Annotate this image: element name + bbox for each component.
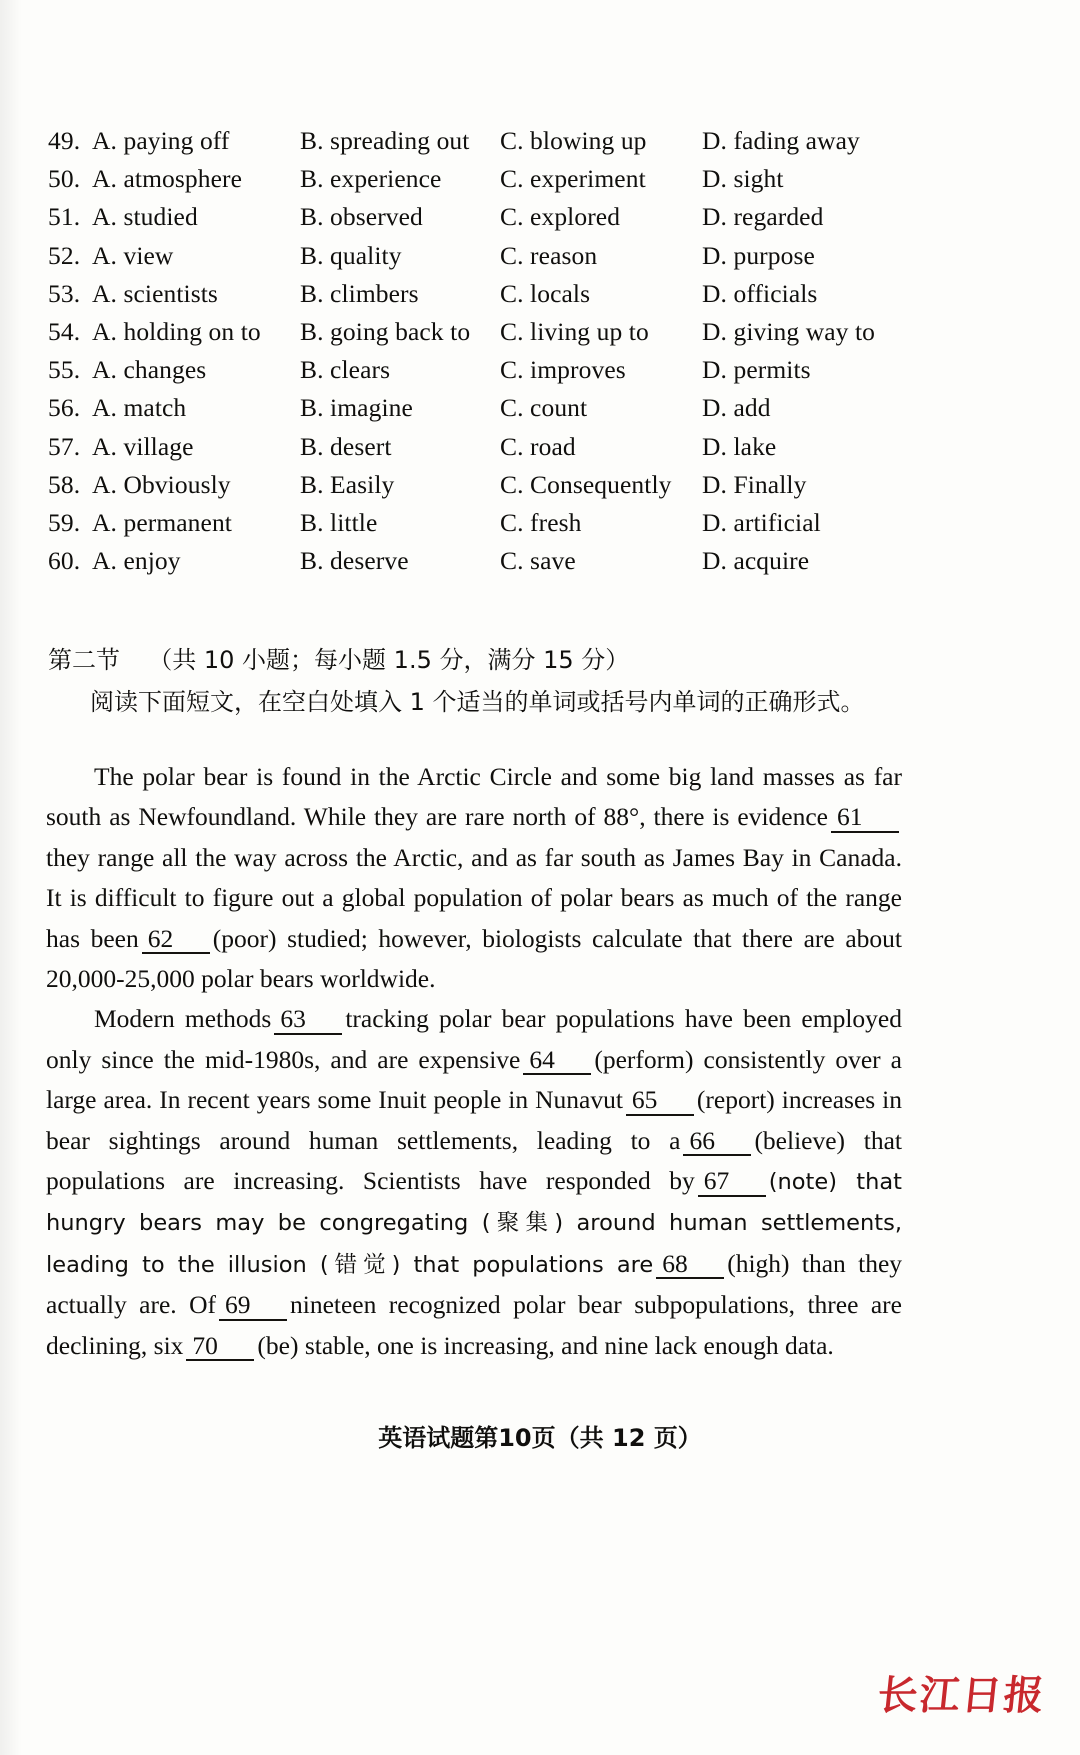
option-c[interactable]: C. save	[500, 546, 576, 576]
footer-label: 英语试题第	[378, 1424, 499, 1452]
paragraph2-text-7: (high) than they actually are. Of	[46, 1248, 903, 1320]
option-c[interactable]: C. experiment	[500, 164, 646, 194]
option-d[interactable]: D. add	[702, 393, 771, 423]
newspaper-watermark: 长江日报	[875, 1673, 1049, 1719]
paragraph2-text-5: (believe) that populations are increasing. Scientists have responded by	[46, 1125, 902, 1196]
option-b[interactable]: B. climbers	[300, 278, 419, 308]
table-row	[48, 546, 948, 584]
footer-unit: 页	[531, 1424, 556, 1452]
question-number: 59.	[48, 507, 81, 537]
option-b[interactable]: B. spreading out	[300, 126, 470, 155]
option-c[interactable]: C. Consequently	[500, 469, 672, 499]
question-number: 49.	[48, 126, 81, 155]
section-heading-label: 第二节	[48, 646, 120, 674]
paragraph2-text-3: (perform) consistently over a large area. In recent years some Inuit people in Nunavut	[46, 1044, 902, 1115]
answer-blank-63[interactable]: 63	[274, 1006, 342, 1035]
table-row	[48, 202, 948, 240]
table-row	[48, 470, 948, 508]
option-b[interactable]: B. quality	[300, 240, 402, 270]
option-a[interactable]: A. match	[92, 393, 187, 423]
table-row	[48, 317, 948, 355]
section-heading	[48, 640, 629, 675]
option-b[interactable]: B. observed	[300, 202, 423, 232]
option-d[interactable]: D. officials	[702, 278, 818, 308]
option-c[interactable]: C. locals	[500, 278, 591, 308]
option-a[interactable]: A. scientists	[92, 278, 218, 308]
section-instruction	[90, 682, 865, 717]
option-c[interactable]: C. reason	[500, 240, 598, 270]
table-row	[48, 126, 948, 164]
option-c[interactable]: C. explored	[500, 202, 621, 232]
answer-blank-61[interactable]: 61	[831, 804, 899, 833]
option-d[interactable]: D. artificial	[702, 507, 821, 537]
table-row	[48, 508, 948, 546]
answer-blank-66[interactable]: 66	[683, 1128, 751, 1157]
passage-body	[46, 757, 902, 1366]
paragraph2-text-9: (be) stable, one is increasing, and nine lack enough data.	[257, 1330, 834, 1360]
option-d[interactable]: D. fading away	[702, 126, 860, 155]
option-d[interactable]: D. purpose	[702, 240, 815, 270]
option-a[interactable]: A. permanent	[92, 507, 232, 537]
answer-blank-64[interactable]: 64	[523, 1047, 591, 1076]
question-number: 53.	[48, 278, 81, 308]
option-b[interactable]: B. Easily	[300, 469, 395, 499]
option-b[interactable]: B. going back to	[300, 316, 471, 346]
table-row	[48, 164, 948, 202]
page-edge-shadow	[0, 0, 22, 1755]
question-number: 56.	[48, 393, 81, 423]
option-d[interactable]: D. lake	[702, 431, 777, 461]
option-a[interactable]: A. paying off	[92, 126, 230, 155]
answer-blank-67[interactable]: 67	[698, 1168, 766, 1197]
question-number: 60.	[48, 546, 81, 576]
table-row	[48, 393, 948, 431]
option-b[interactable]: B. experience	[300, 164, 442, 194]
paragraph1-text-1: The polar bear is found in the Arctic Circle and some big land masses as far south as Newfoundland. While they are rare north of 88°, there is evidence	[46, 762, 902, 832]
option-d[interactable]: D. permits	[702, 355, 811, 385]
option-d[interactable]: D. Finally	[702, 469, 807, 499]
question-number: 51.	[48, 202, 81, 232]
answer-blank-62[interactable]: 62	[142, 926, 210, 955]
multiple-choice-block	[48, 126, 948, 584]
table-row	[48, 241, 948, 279]
question-number: 57.	[48, 431, 81, 461]
option-b[interactable]: B. little	[300, 507, 378, 537]
option-b[interactable]: B. clears	[300, 355, 391, 385]
question-number: 58.	[48, 469, 81, 499]
option-a[interactable]: A. studied	[92, 202, 198, 232]
question-number: 52.	[48, 240, 81, 270]
option-c[interactable]: C. fresh	[500, 507, 582, 537]
passage-paragraph-2	[46, 999, 902, 1366]
answer-blank-65[interactable]: 65	[626, 1087, 694, 1116]
answer-blank-69[interactable]: 69	[219, 1292, 287, 1321]
passage-paragraph-1	[46, 757, 902, 999]
option-c[interactable]: C. living up to	[500, 316, 649, 346]
question-number: 55.	[48, 355, 81, 385]
option-a[interactable]: A. view	[92, 240, 174, 270]
option-d[interactable]: D. acquire	[702, 546, 810, 576]
option-c[interactable]: C. count	[500, 393, 588, 423]
answer-blank-68[interactable]: 68	[656, 1251, 724, 1280]
option-b[interactable]: B. desert	[300, 431, 392, 461]
footer-total-pages: （共 12 页）	[555, 1424, 702, 1452]
option-b[interactable]: B. imagine	[300, 393, 413, 423]
section-points: （共 10 小题；每小题 1.5 分，满分 15 分）	[148, 646, 630, 674]
option-c[interactable]: C. blowing up	[500, 126, 647, 155]
option-a[interactable]: A. atmosphere	[92, 164, 243, 194]
answer-blank-70[interactable]: 70	[186, 1333, 254, 1362]
table-row	[48, 355, 948, 393]
option-c[interactable]: C. improves	[500, 355, 626, 385]
footer-page-number: 10	[498, 1424, 532, 1452]
option-c[interactable]: C. road	[500, 431, 576, 461]
paragraph1-text-3: (poor) studied; however, biologists calculate that there are about 20,000-25,000 polar bears worldwide.	[46, 923, 902, 994]
table-row	[48, 279, 948, 317]
option-d[interactable]: D. sight	[702, 164, 784, 194]
paragraph2-text-2: tracking polar bear populations have been employed only since the mid-1980s, and are expensive	[46, 1004, 902, 1074]
option-a[interactable]: A. enjoy	[92, 546, 181, 576]
section-instruction-text: 阅读下面短文，在空白处填入 1 个适当的单词或括号内单词的正确形式。	[90, 688, 865, 716]
option-a[interactable]: A. holding on to	[92, 316, 261, 346]
paragraph2-text-8: nineteen recognized polar bear subpopulations, three are declining, six	[46, 1290, 902, 1360]
table-row	[48, 432, 948, 470]
option-a[interactable]: A. village	[92, 431, 194, 461]
paragraph2-text-4: (report) increases in bear sightings around human settlements, leading to a	[46, 1085, 902, 1155]
paragraph2-text-1: Modern methods	[94, 1004, 272, 1034]
option-a[interactable]: A. Obviously	[92, 469, 231, 499]
question-number: 50.	[48, 164, 81, 194]
option-d[interactable]: D. giving way to	[702, 316, 876, 346]
page-footer	[0, 1418, 1080, 1453]
paragraph1-text-2: they range all the way across the Arctic, and as far south as James Bay in Canada. It is difficult to figure out a global population of polar bears as much of the range has been	[46, 842, 902, 953]
question-number: 54.	[48, 316, 81, 346]
option-d[interactable]: D. regarded	[702, 202, 824, 232]
option-b[interactable]: B. deserve	[300, 546, 409, 576]
option-a[interactable]: A. changes	[92, 355, 207, 385]
paragraph2-text-6: (note) that hungry bears may be congregating (聚集) around human settlements, leading to the illusion (错觉) that populations are	[46, 1169, 902, 1278]
